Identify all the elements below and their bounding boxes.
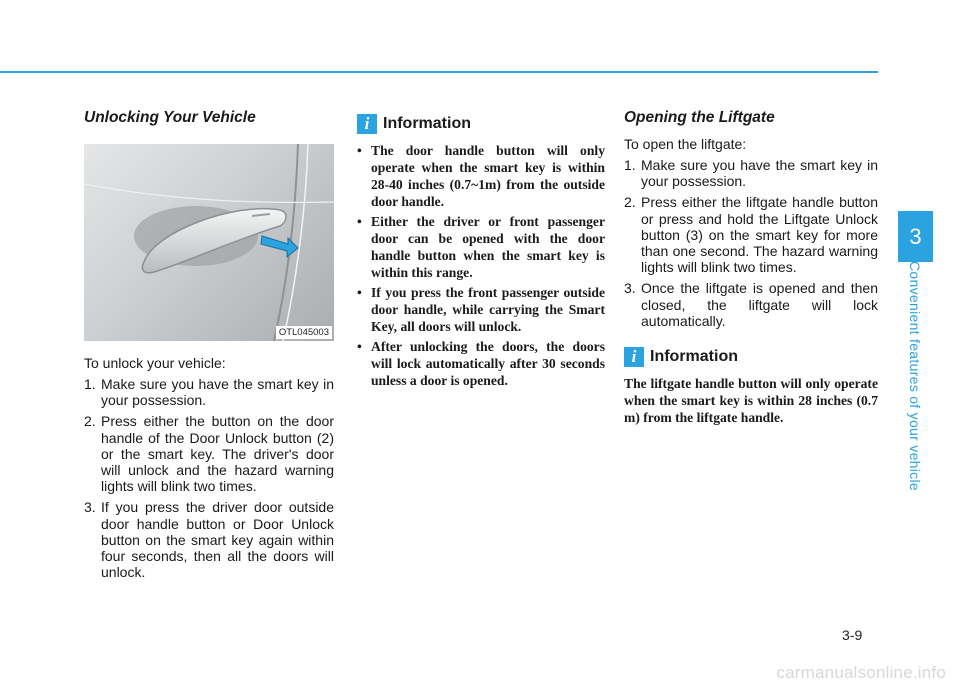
- list-item: 1. Make sure you have the smart key in your possession.: [84, 376, 334, 409]
- chapter-tab: 3: [898, 211, 933, 262]
- info-title: Information: [383, 115, 471, 132]
- list-item: 1. Make sure you have the smart key in your possession.: [624, 157, 878, 190]
- column-information: [357, 114, 605, 392]
- liftgate-intro: To open the liftgate:: [624, 136, 747, 152]
- liftgate-steps: [624, 157, 878, 329]
- top-rule: [0, 71, 878, 73]
- info-header: [624, 347, 878, 367]
- list-item: • After unlocking the doors, the doors will lock automatically after 30 seconds unless a door is opened.: [357, 338, 605, 389]
- info-icon: i: [624, 347, 644, 367]
- page-number: 3-9: [842, 627, 863, 643]
- list-item: 2. Press either the button on the door handle of the Door Unlock button (2) or the smart key. The driver's door will unlock and the hazard warning lights will blink two times.: [84, 413, 334, 495]
- list-item: 3. If you press the driver door outside door handle button or Door Unlock button on the smart key again within four seconds, then all the doors will unlock.: [84, 499, 334, 581]
- column-liftgate: [624, 108, 878, 426]
- info-header: [357, 114, 605, 134]
- list-item: • If you press the front passenger outside door handle, while carrying the Smart Key, all doors will unlock.: [357, 284, 605, 335]
- list-item: • The door handle button will only operate when the smart key is within 28-40 inches (0.7~1m) from the outside door handle.: [357, 142, 605, 210]
- door-handle-figure: [84, 144, 334, 341]
- column-unlocking: [84, 108, 334, 585]
- list-item: 3. Once the liftgate is opened and then closed, the liftgate will lock automatically.: [624, 280, 878, 329]
- liftgate-information: [624, 347, 878, 426]
- info-bullets: [357, 142, 605, 389]
- info-text: The liftgate handle button will only operate when the smart key is within 28 inches (0.7 m) from the liftgate handle.: [624, 376, 878, 426]
- door-handle-illustration: [84, 144, 334, 341]
- info-icon: i: [357, 114, 377, 134]
- unlock-steps: [84, 376, 334, 580]
- chapter-label: Convenient features of your vehicle: [907, 261, 923, 491]
- section-title-unlocking: Unlocking Your Vehicle: [84, 109, 256, 126]
- unlock-intro: To unlock your vehicle:: [84, 355, 226, 371]
- section-title-liftgate: Opening the Liftgate: [624, 109, 775, 126]
- list-item: • Either the driver or front passenger door can be opened with the door handle button when the smart key is within this range.: [357, 213, 605, 281]
- watermark: carmanualsonline.info: [776, 663, 946, 682]
- list-item: 2. Press either the liftgate handle button or press and hold the Liftgate Unlock button (3) on the smart key for more than one second. The hazard warning lights will blink two times.: [624, 194, 878, 276]
- info-title: Information: [650, 348, 738, 366]
- figure-code: OTL045003: [276, 326, 332, 339]
